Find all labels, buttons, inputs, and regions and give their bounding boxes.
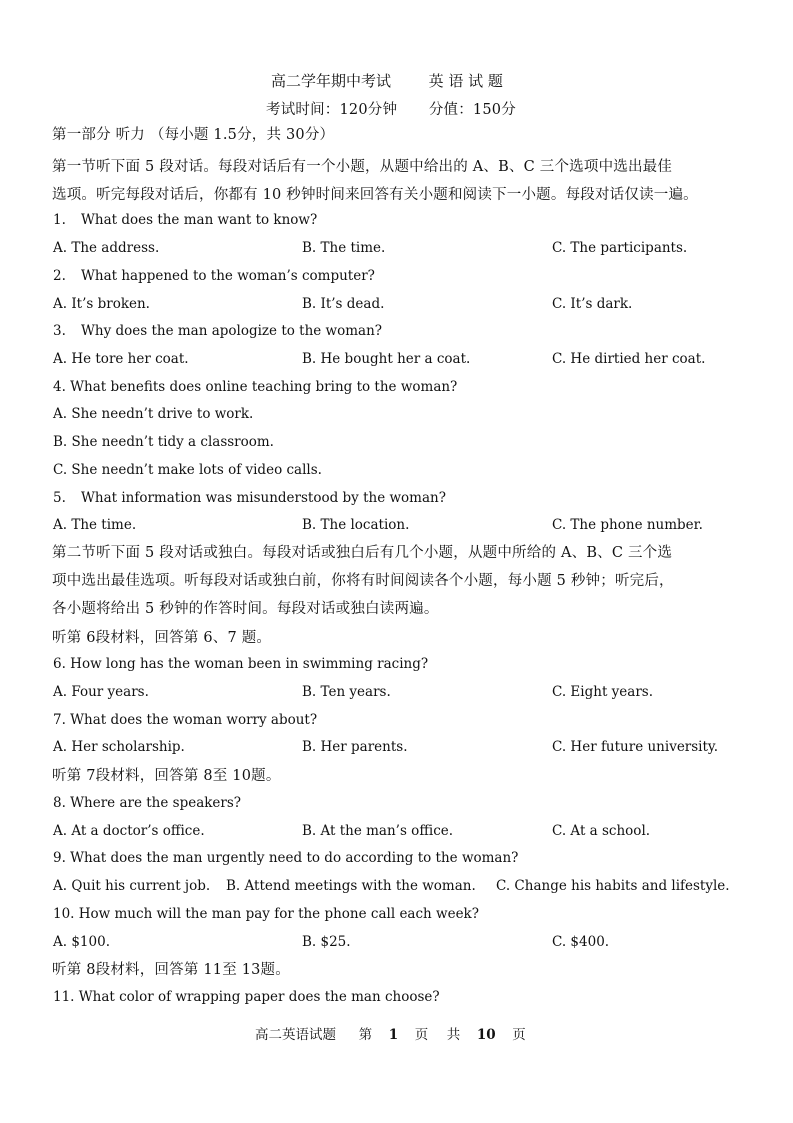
q1-option-b: B. The time.: [302, 240, 386, 256]
q9-option-a: A. Quit his current job.: [53, 878, 211, 894]
q8-option-b: B. At the man’s office.: [302, 823, 454, 839]
question-number: 5.: [53, 490, 66, 506]
exam-title: [271, 72, 503, 90]
material-6-label: 听第 6段材料，回答第 6、7 题。: [52, 630, 272, 646]
q4-option-c: C. She needn’t make lots of video calls.: [53, 462, 322, 478]
page-footer: [255, 1026, 526, 1044]
section2-instruction-line1: 第二节听下面 5 段对话或独白。每段对话或独白后有几个小题，从题中所给的 A、B、C 三个选: [52, 545, 673, 561]
exam-subject: 英 语 试 题: [428, 72, 503, 90]
q10-option-c: C. $400.: [552, 934, 610, 950]
q2-option-b: B. It’s dead.: [302, 296, 385, 312]
exam-time: 考试时间：120分钟: [266, 102, 398, 118]
q6-option-a: A. Four years.: [53, 684, 149, 700]
q10-option-a: A. $100.: [53, 934, 110, 950]
footer-page-label: 第: [358, 1027, 373, 1043]
section1-instruction-line1: 第一节听下面 5 段对话。每段对话后有一个小题，从题中给出的 A、B、C 三个选项中选出最佳: [52, 159, 673, 175]
question-number: 1.: [53, 212, 66, 228]
question-11: 11. What color of wrapping paper does the man choose?: [53, 989, 440, 1005]
q3-option-b: B. He bought her a coat.: [302, 351, 471, 367]
footer-total-label: 共: [446, 1027, 461, 1043]
material-8-label: 听第 8段材料，回答第 11至 13题。: [52, 962, 290, 978]
question-number: 2.: [53, 268, 66, 284]
footer-total-unit: 页: [512, 1027, 526, 1043]
q8-option-c: C. At a school.: [552, 823, 651, 839]
q10-option-b: B. $25.: [302, 934, 351, 950]
question-1: [53, 211, 317, 229]
q3-option-a: A. He tore her coat.: [53, 351, 189, 367]
question-text: What does the man want to know?: [81, 212, 318, 228]
q1-option-c: C. The participants.: [552, 240, 688, 256]
q6-option-b: B. Ten years.: [302, 684, 391, 700]
question-10: 10. How much will the man pay for the phone call each week?: [53, 906, 479, 922]
question-8: 8. Where are the speakers?: [53, 795, 242, 811]
footer-total-pages: 10: [476, 1027, 496, 1043]
question-text: What happened to the woman’s computer?: [81, 268, 375, 284]
q4-option-a: A. She needn’t drive to work.: [53, 406, 254, 422]
q5-option-a: A. The time.: [53, 517, 137, 533]
q6-option-c: C. Eight years.: [552, 684, 653, 700]
q5-option-b: B. The location.: [302, 517, 410, 533]
question-text: What information was misunderstood by the woman?: [81, 490, 446, 506]
material-7-label: 听第 7段材料，回答第 8至 10题。: [52, 768, 281, 784]
question-9: 9. What does the man urgently need to do according to the woman?: [53, 850, 519, 866]
q8-option-a: A. At a doctor’s office.: [53, 823, 205, 839]
section1-instruction-line2: 选项。听完每段对话后，你都有 10 秒钟时间来回答有关小题和阅读下一小题。每段对话仅读一遍。: [52, 187, 698, 203]
q7-option-c: C. Her future university.: [552, 739, 719, 755]
question-2: [53, 267, 375, 285]
q2-option-c: C. It’s dark.: [552, 296, 633, 312]
exam-info: [266, 101, 516, 119]
question-7: 7. What does the woman worry about?: [53, 712, 318, 728]
question-text: Why does the man apologize to the woman?: [81, 323, 383, 339]
q7-option-a: A. Her scholarship.: [53, 739, 185, 755]
section2-instruction-line2: 项中选出最佳选项。听每段对话或独白前，你将有时间阅读各个小题，每小题 5 秒钟；听完后，: [52, 573, 674, 589]
footer-subject: 高二英语试题: [255, 1027, 336, 1043]
question-5: [53, 489, 446, 507]
footer-page-number: 1: [388, 1027, 399, 1043]
exam-score: 分值：150分: [428, 102, 516, 118]
question-3: [53, 322, 382, 340]
q7-option-b: B. Her parents.: [302, 739, 408, 755]
part1-heading: 第一部分 听力 （每小题 1.5分，共 30分）: [52, 127, 335, 143]
q5-option-c: C. The phone number.: [552, 517, 703, 533]
question-6: 6. How long has the woman been in swimming racing?: [53, 656, 429, 672]
q4-option-b: B. She needn’t tidy a classroom.: [53, 434, 274, 450]
section2-instruction-line3: 各小题将给出 5 秒钟的作答时间。每段对话或独白读两遍。: [52, 601, 439, 617]
question-number: 3.: [53, 323, 66, 339]
q9-option-b: B. Attend meetings with the woman.: [226, 878, 476, 894]
q1-option-a: A. The address.: [53, 240, 160, 256]
q3-option-c: C. He dirtied her coat.: [552, 351, 706, 367]
exam-name: 高二学年期中考试: [271, 72, 392, 90]
footer-page-unit: 页: [414, 1027, 429, 1043]
q2-option-a: A. It’s broken.: [53, 296, 150, 312]
question-4: 4. What benefits does online teaching bring to the woman?: [53, 379, 458, 395]
q9-option-c: C. Change his habits and lifestyle.: [496, 878, 730, 894]
